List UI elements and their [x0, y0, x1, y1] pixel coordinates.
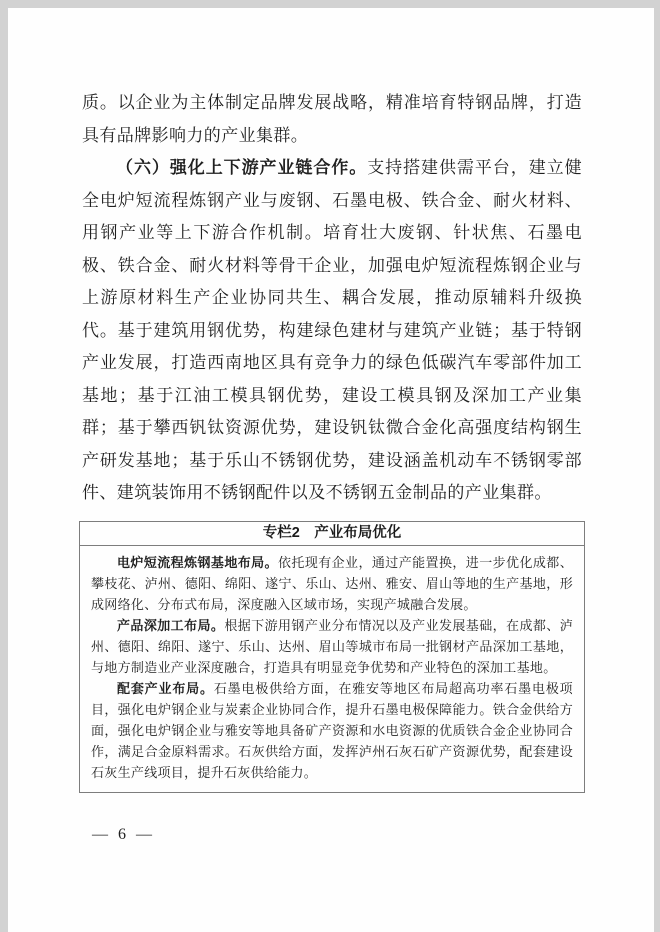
paragraph-lead: 产品深加工布局。 — [117, 617, 225, 633]
paragraph-text: 质。以企业为主体制定品牌发展战略，精准培育特钢品牌，打造具有品牌影响力的产业集群。 — [82, 93, 582, 145]
feature-box-title: 专栏2 产业布局优化 — [80, 522, 584, 546]
paragraph-text: 支持搭建供需平台，建立健全电炉短流程炼钢产业与废钢、石墨电极、铁合金、耐火材料、用钢产业等上下游合作机制。培育壮大废钢、针状焦、石墨电极、铁合金、耐火材料等骨干企业，加强电炉短流程炼钢企业与上游原材料生产企业协同共生、耦合发展，推动原辅料升级换代。基于建筑用钢优势，构建绿色建材与建筑产业链；基于特钢产业发展，打造西南地区具有竞争力的绿色低碳汽车零部件加工基地；基于江油工模具钢优势，建设工模具钢及深加工产业集群；基于攀西钒钛资源优势，建设钒钛微合金化高强度结构钢生产研发基地；基于乐山不锈钢优势，建设涵盖机动车不锈钢零部件、建筑装饰用不锈钢配件以及不锈钢五金制品的产业集群。 — [82, 158, 582, 502]
page-content — [8, 8, 654, 844]
paragraph-text: 根据下游用钢产业分布情况以及产业发展基础，在成都、泸州、德阳、绵阳、遂宁、乐山、达州、眉山等城市布局一批钢材产品深加工基地，与地方制造业产业深度融合，打造具有明显竞争优势和产业特色的深加工基地。 — [91, 617, 573, 675]
box-paragraph-supporting-industry-layout — [91, 678, 573, 783]
paragraph-lead: 电炉短流程炼钢基地布局。 — [117, 554, 278, 570]
document-page — [8, 8, 654, 932]
paragraph-text: 依托现有企业，通过产能置换，进一步优化成都、攀枝花、泸州、德阳、绵阳、遂宁、乐山、达州、雅安、眉山等地的生产基地，形成网络化、分布式布局，深度融入区域市场，实现产城融合发展。 — [91, 554, 573, 612]
page-number: — 6 — — [92, 825, 155, 843]
paragraph-lead: 配套产业布局。 — [117, 680, 214, 696]
box-paragraph-deep-processing-layout — [91, 615, 573, 678]
paragraph-text: 石墨电极供给方面，在雅安等地区布局超高功率石墨电极项目，强化电炉钢企业与炭素企业协同合作，提升石墨电极保障能力。铁合金供给方面，强化电炉钢企业与雅安等地具备矿产资源和水电资源的优质铁合金企业协同合作，满足合金原料需求。石灰供给方面，发挥泸州石灰石矿产资源优势，配套建设石灰生产线项目，提升石灰供给能力。 — [91, 680, 573, 780]
body-paragraph-section-6 — [82, 152, 582, 510]
paragraph-lead: （六）强化上下游产业链合作。 — [116, 158, 368, 177]
feature-box-column-2 — [79, 521, 585, 793]
feature-box-body — [80, 546, 584, 792]
box-paragraph-steel-base-layout — [91, 552, 573, 615]
body-paragraph-continuation — [82, 87, 582, 152]
